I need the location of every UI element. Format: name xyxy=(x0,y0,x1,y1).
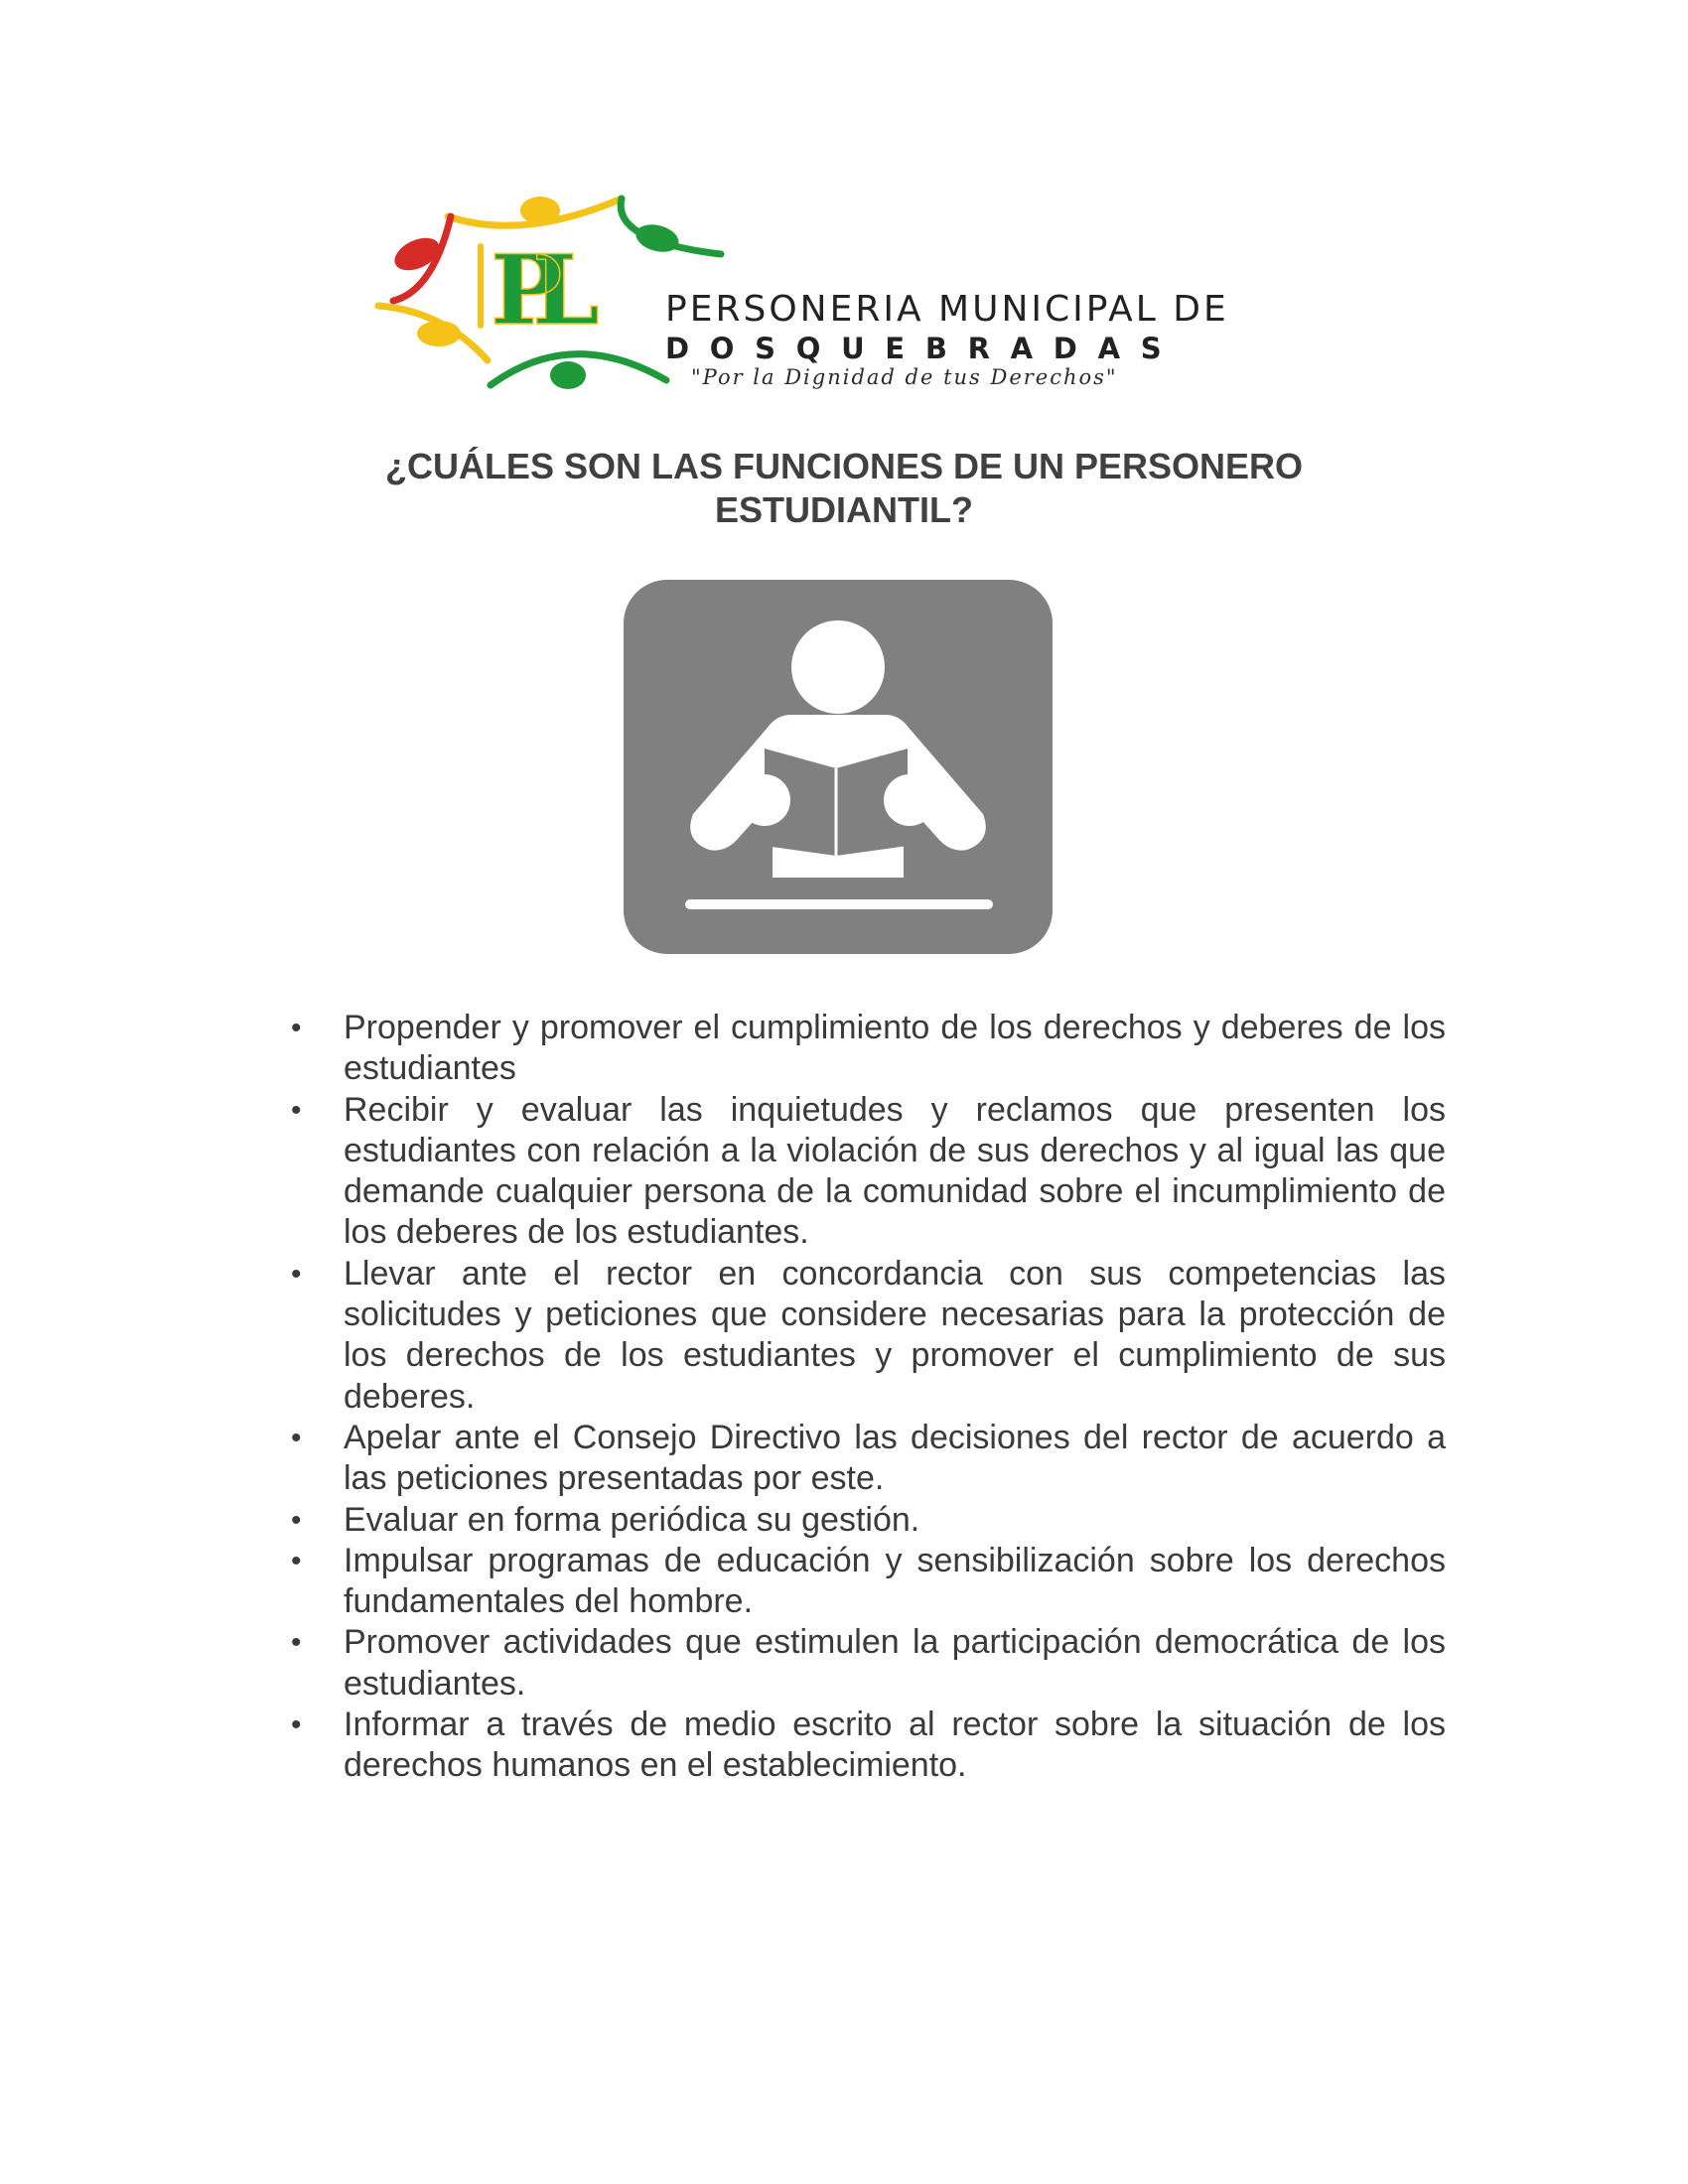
function-text: Evaluar en forma periódica su gestión. xyxy=(344,1500,920,1539)
icon-head xyxy=(791,620,885,714)
bullet: • xyxy=(291,1012,302,1044)
bullet: • xyxy=(291,1093,302,1127)
function-text: Impulsar programas de educación y sensibilización sobre los derechos fundamentales del hombre. xyxy=(344,1541,1446,1621)
function-text: Apelar ante el Consejo Directivo las decisiones del rector de acuerdo a las peticiones presentadas por este. xyxy=(344,1418,1446,1498)
page-title: ¿CUÁLES SON LAS FUNCIONES DE UN PERSONERO ESTUDIANTIL? xyxy=(384,446,1304,530)
bullet: • xyxy=(291,1421,302,1454)
icon-hand-left xyxy=(739,774,790,826)
function-item xyxy=(291,1500,1446,1541)
bullet: • xyxy=(291,1708,302,1742)
function-item xyxy=(291,1705,1446,1787)
org-name-line2: DOSQUEBRADAS xyxy=(665,332,1183,365)
function-item xyxy=(291,1541,1446,1623)
functions-list xyxy=(291,1008,1446,1787)
function-text: Promover actividades que estimulen la participación democrática de los estudiantes. xyxy=(344,1623,1446,1703)
bullet: • xyxy=(291,1544,302,1577)
bullet: • xyxy=(291,1626,302,1660)
function-item xyxy=(291,1090,1446,1254)
function-text: Llevar ante el rector en concordancia con sus competencias las solicitudes y peticiones que considere necesarias para la protección de los derechos de los estudiantes y promover el cumplimiento de sus deberes. xyxy=(344,1254,1446,1416)
icon-desk-line xyxy=(685,899,993,909)
personeria-logo xyxy=(373,187,1307,405)
function-item xyxy=(291,1008,1446,1090)
org-slogan: "Por la Dignidad de tus Derechos" xyxy=(691,365,1118,389)
bullet: • xyxy=(291,1257,302,1291)
function-item xyxy=(291,1418,1446,1500)
icon-hand-right xyxy=(884,774,935,826)
emblem-yellow-head-left xyxy=(417,321,461,346)
function-item xyxy=(291,1622,1446,1705)
emblem-green-head-right xyxy=(633,220,681,257)
emblem-yellow-head-top xyxy=(520,197,560,224)
function-text: Recibir y evaluar las inquietudes y reclamos que presenten los estudiantes con relación a la violación de sus derechos y al igual las que demande cualquier persona de la comunidad sobre el incumplimiento de los deberes de los estudiantes. xyxy=(344,1090,1446,1252)
emblem-monogram: PL xyxy=(491,234,570,346)
function-text: Propender y promover el cumplimiento de los derechos y deberes de los estudiantes xyxy=(344,1009,1446,1088)
function-text: Informar a través de medio escrito al rector sobre la situación de los derechos humanos en el establecimiento. xyxy=(344,1706,1446,1785)
emblem-green-head-bottom xyxy=(550,361,586,389)
person-reading-book-icon xyxy=(624,580,1053,954)
bullet: • xyxy=(291,1503,302,1537)
function-item xyxy=(291,1254,1446,1418)
org-name-line1: PERSONERIA MUNICIPAL DE xyxy=(665,289,1229,330)
